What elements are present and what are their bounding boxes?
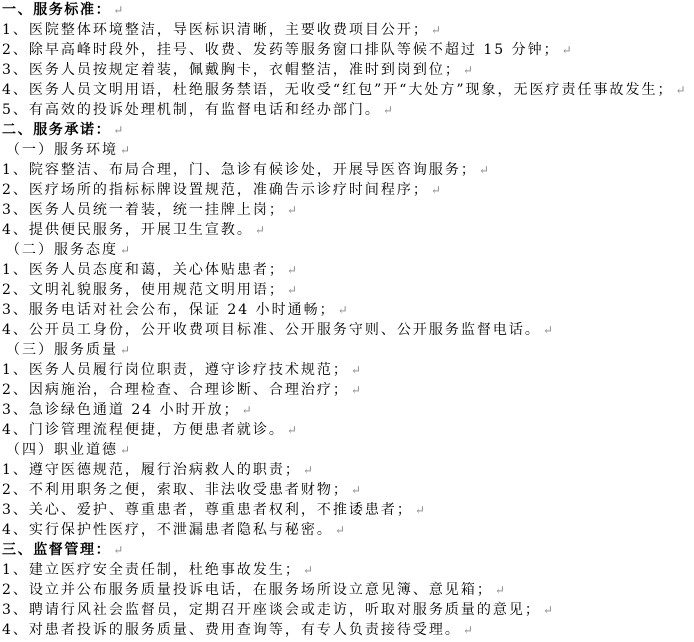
paragraph-mark: ↵ (350, 483, 361, 497)
paragraph-mark: ↵ (241, 403, 252, 417)
list-item (2, 80, 694, 100)
list-item-text: 2、设立并公布服务质量投诉电话，在服务场所设立意见簿、意见箱； (2, 582, 493, 598)
list-item-text: 2、除早高峰时段外，挂号、收费、发药等服务窗口排队等候不超过 15 分钟； (2, 42, 560, 58)
list-item-text: 4、提供便民服务，开展卫生宣教。 (2, 222, 253, 238)
paragraph-mark: ↵ (113, 543, 124, 557)
list-item (2, 160, 694, 180)
list-item (2, 380, 694, 400)
list-item (2, 60, 694, 80)
paragraph-mark: ↵ (561, 43, 572, 57)
list-item (2, 600, 694, 620)
paragraph-mark: ↵ (350, 363, 361, 377)
paragraph-mark: ↵ (414, 503, 425, 517)
list-item-text: 3、服务电话对社会公布，保证 24 小时通畅； (2, 302, 336, 318)
section-heading (2, 0, 694, 20)
list-item-text: 1、遵守医德规范，履行治病救人的职责； (2, 462, 301, 478)
paragraph-mark: ↵ (675, 83, 686, 97)
list-item (2, 180, 694, 200)
paragraph-mark: ↵ (542, 323, 553, 337)
section-heading-text: 二、服务承诺： (2, 122, 112, 138)
paragraph-mark: ↵ (350, 383, 361, 397)
subsection-heading (2, 440, 694, 460)
paragraph-mark: ↵ (494, 583, 505, 597)
list-item-text: 1、医务人员履行岗位职责，遵守诊疗技术规范； (2, 362, 349, 378)
paragraph-mark: ↵ (478, 163, 489, 177)
paragraph-mark: ↵ (462, 63, 473, 77)
paragraph-mark: ↵ (542, 603, 553, 617)
list-item-text: 1、院容整洁、布局合理，门、急诊有候诊处，开展导医咨询服务； (2, 162, 477, 178)
section-heading-text: 三、监督管理： (2, 542, 112, 558)
paragraph-mark: ↵ (430, 23, 441, 37)
list-item (2, 620, 694, 640)
paragraph-mark: ↵ (113, 123, 124, 137)
list-item (2, 400, 694, 420)
section-heading (2, 540, 694, 560)
section-heading-text: 一、服务标准： (2, 2, 112, 18)
list-item (2, 260, 694, 280)
list-item-text: 1、医务人员态度和蔼，关心体贴患者； (2, 262, 285, 278)
list-item (2, 300, 694, 320)
list-item (2, 420, 694, 440)
paragraph-mark: ↵ (286, 283, 297, 297)
list-item (2, 580, 694, 600)
list-item-text: 3、聘请行风社会监督员，定期召开座谈会或走访，听取对服务质量的意见； (2, 602, 541, 618)
list-item-text: 4、实行保护性医疗，不泄漏患者隐私与秘密。 (2, 522, 333, 538)
subsection-heading (2, 140, 694, 160)
list-item-text: 3、关心、爱护、尊重患者，尊重患者权利，不推诿患者； (2, 502, 413, 518)
section-heading (2, 120, 694, 140)
list-item (2, 200, 694, 220)
list-item (2, 560, 694, 580)
paragraph-mark: ↵ (254, 223, 265, 237)
list-item-text: 4、公开员工身份，公开收费项目标准、公开服务守则、公开服务监督电话。 (2, 322, 541, 338)
paragraph-mark: ↵ (382, 103, 393, 117)
list-item-text: 2、因病施治，合理检查、合理诊断、合理治疗； (2, 382, 349, 398)
list-item-text: 3、急诊绿色通道 24 小时开放； (2, 402, 240, 418)
list-item-text: 4、对患者投诉的服务质量、费用查询等，有专人负责接待受理。 (2, 622, 461, 638)
paragraph-mark: ↵ (113, 3, 124, 17)
list-item-text: 5、有高效的投诉处理机制，有监督电话和经办部门。 (2, 102, 381, 118)
paragraph-mark: ↵ (120, 343, 131, 357)
list-item (2, 320, 694, 340)
subsection-heading-text: （二）服务态度 (6, 242, 118, 258)
subsection-heading-text: （一）服务环境 (6, 142, 118, 158)
paragraph-mark: ↵ (286, 203, 297, 217)
paragraph-mark: ↵ (302, 563, 313, 577)
paragraph-mark: ↵ (334, 523, 345, 537)
list-item-text: 2、文明礼貌服务，使用规范文明用语； (2, 282, 285, 298)
list-item (2, 480, 694, 500)
subsection-heading (2, 240, 694, 260)
paragraph-mark: ↵ (302, 463, 313, 477)
paragraph-mark: ↵ (120, 143, 131, 157)
list-item-text: 1、建立医疗安全责任制，杜绝事故发生； (2, 562, 301, 578)
list-item (2, 280, 694, 300)
list-item-text: 2、医疗场所的指标标牌设置规范，准确告示诊疗时间程序； (2, 182, 429, 198)
subsection-heading-text: （四）职业道德 (6, 442, 118, 458)
list-item (2, 520, 694, 540)
list-item (2, 460, 694, 480)
list-item-text: 3、医务人员按规定着装，佩戴胸卡，衣帽整洁，准时到岗到位； (2, 62, 461, 78)
paragraph-mark: ↵ (120, 243, 131, 257)
list-item-text: 2、不利用职务之便，索取、非法收受患者财物； (2, 482, 349, 498)
list-item (2, 360, 694, 380)
subsection-heading (2, 340, 694, 360)
list-item (2, 40, 694, 60)
paragraph-mark: ↵ (462, 623, 473, 637)
list-item-text: 1、医院整体环境整洁，导医标识清晰，主要收费项目公开； (2, 22, 429, 38)
paragraph-mark: ↵ (286, 263, 297, 277)
list-item-text: 4、门诊管理流程便捷，方便患者就诊。 (2, 422, 285, 438)
list-item (2, 500, 694, 520)
list-item-text: 3、医务人员统一着装，统一挂牌上岗； (2, 202, 285, 218)
list-item (2, 20, 694, 40)
list-item (2, 220, 694, 240)
subsection-heading-text: （三）服务质量 (6, 342, 118, 358)
paragraph-mark: ↵ (430, 183, 441, 197)
list-item-text: 4、医务人员文明用语，杜绝服务禁语，无收受“红包”开“大处方”现象，无医疗责任事故发生； (2, 82, 674, 98)
list-item (2, 100, 694, 120)
paragraph-mark: ↵ (337, 303, 348, 317)
paragraph-mark: ↵ (120, 443, 131, 457)
paragraph-mark: ↵ (286, 423, 297, 437)
